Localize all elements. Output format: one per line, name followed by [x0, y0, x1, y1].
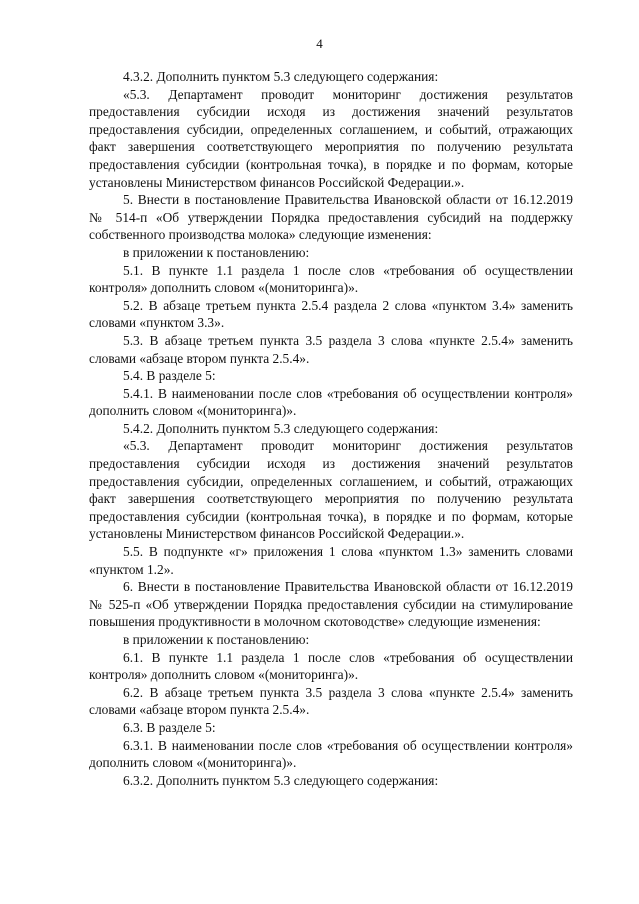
paragraph-5-4-1: 5.4.1. В наименовании после слов «требования об осуществлении контроля» дополнить словом «(мониторинга)». [89, 385, 573, 419]
paragraph-6-3-1: 6.3.1. В наименовании после слов «требования об осуществлении контроля» дополнить словом «(мониторинга)». [89, 737, 573, 771]
paragraph-5-5: 5.5. В подпункте «г» приложения 1 слова «пунктом 1.3» заменить словами «пунктом 1.2». [89, 544, 573, 577]
page-number: 4 [316, 36, 323, 51]
paragraph-appendix-6: в приложении к постановлению: [123, 632, 310, 647]
paragraph-4-3-2: 4.3.2. Дополнить пунктом 5.3 следующего содержания: [123, 69, 439, 84]
document-body [89, 68, 573, 789]
paragraph-quote-5-3-b: «5.3. Департамент проводит мониторинг достижения результатов предоставления субсидии исходя из достижения значений результатов предоставления субсидии, определенных соглашением, и событий, отражающих факт завершения соответствующего мероприятия по получению результата предоставления субсидии (контрольная точка), в порядке и по формам, которые установлены Министерством финансов Российской Федерации.». [89, 438, 573, 542]
paragraph-6-2: 6.2. В абзаце третьем пункта 3.5 раздела 3 слова «пункте 2.5.4» заменить словами «абзаце втором пункта 2.5.4». [89, 684, 573, 718]
paragraph-6-3: 6.3. В разделе 5: [123, 719, 216, 735]
paragraph-appendix-5: в приложении к постановлению: [123, 244, 310, 260]
paragraph-6-3-2: 6.3.2. Дополнить пунктом 5.3 следующего содержания: [123, 772, 439, 788]
paragraph-5-1: 5.1. В пункте 1.1 раздела 1 после слов «требования об осуществлении контроля» дополнить словом «(мониторинга)». [89, 262, 573, 296]
paragraph-5-2: 5.2. В абзаце третьем пункта 2.5.4 раздела 2 слова «пунктом 3.4» заменить словами «пунктом 3.3». [89, 297, 573, 331]
paragraph-6: 6. Внести в постановление Правительства Ивановской области от 16.12.2019 № 525-п «Об утверждении Порядка предоставления субсидии на стимулирование повышения продуктивности в молочном скотоводстве» следующие изменения: [89, 579, 573, 630]
paragraph-5-4-2: 5.4.2. Дополнить пунктом 5.3 следующего содержания: [123, 420, 439, 436]
paragraph-5: 5. Внести в постановление Правительства Ивановской области от 16.12.2019 № 514-п «Об утверждении Порядка предоставления субсидий на поддержку собственного производства молока» следующие изменения: [89, 192, 573, 243]
paragraph-quote-5-3-a: «5.3. Департамент проводит мониторинг достижения результатов предоставления субсидии исходя из достижения значений результатов предоставления субсидии, определенных соглашением, и событий, отражающих факт завершения соответствующего мероприятия по получению результата предоставления субсидии (контрольная точка), в порядке и по формам, которые установлены Министерством финансов Российской Федерации.». [89, 86, 573, 190]
paragraph-5-4: 5.4. В разделе 5: [123, 368, 216, 384]
paragraph-6-1: 6.1. В пункте 1.1 раздела 1 после слов «требования об осуществлении контроля» дополнить словом «(мониторинга)». [89, 649, 573, 683]
paragraph-5-3: 5.3. В абзаце третьем пункта 3.5 раздела 3 слова «пункте 2.5.4» заменить словами «абзаце втором пункта 2.5.4». [89, 332, 573, 366]
